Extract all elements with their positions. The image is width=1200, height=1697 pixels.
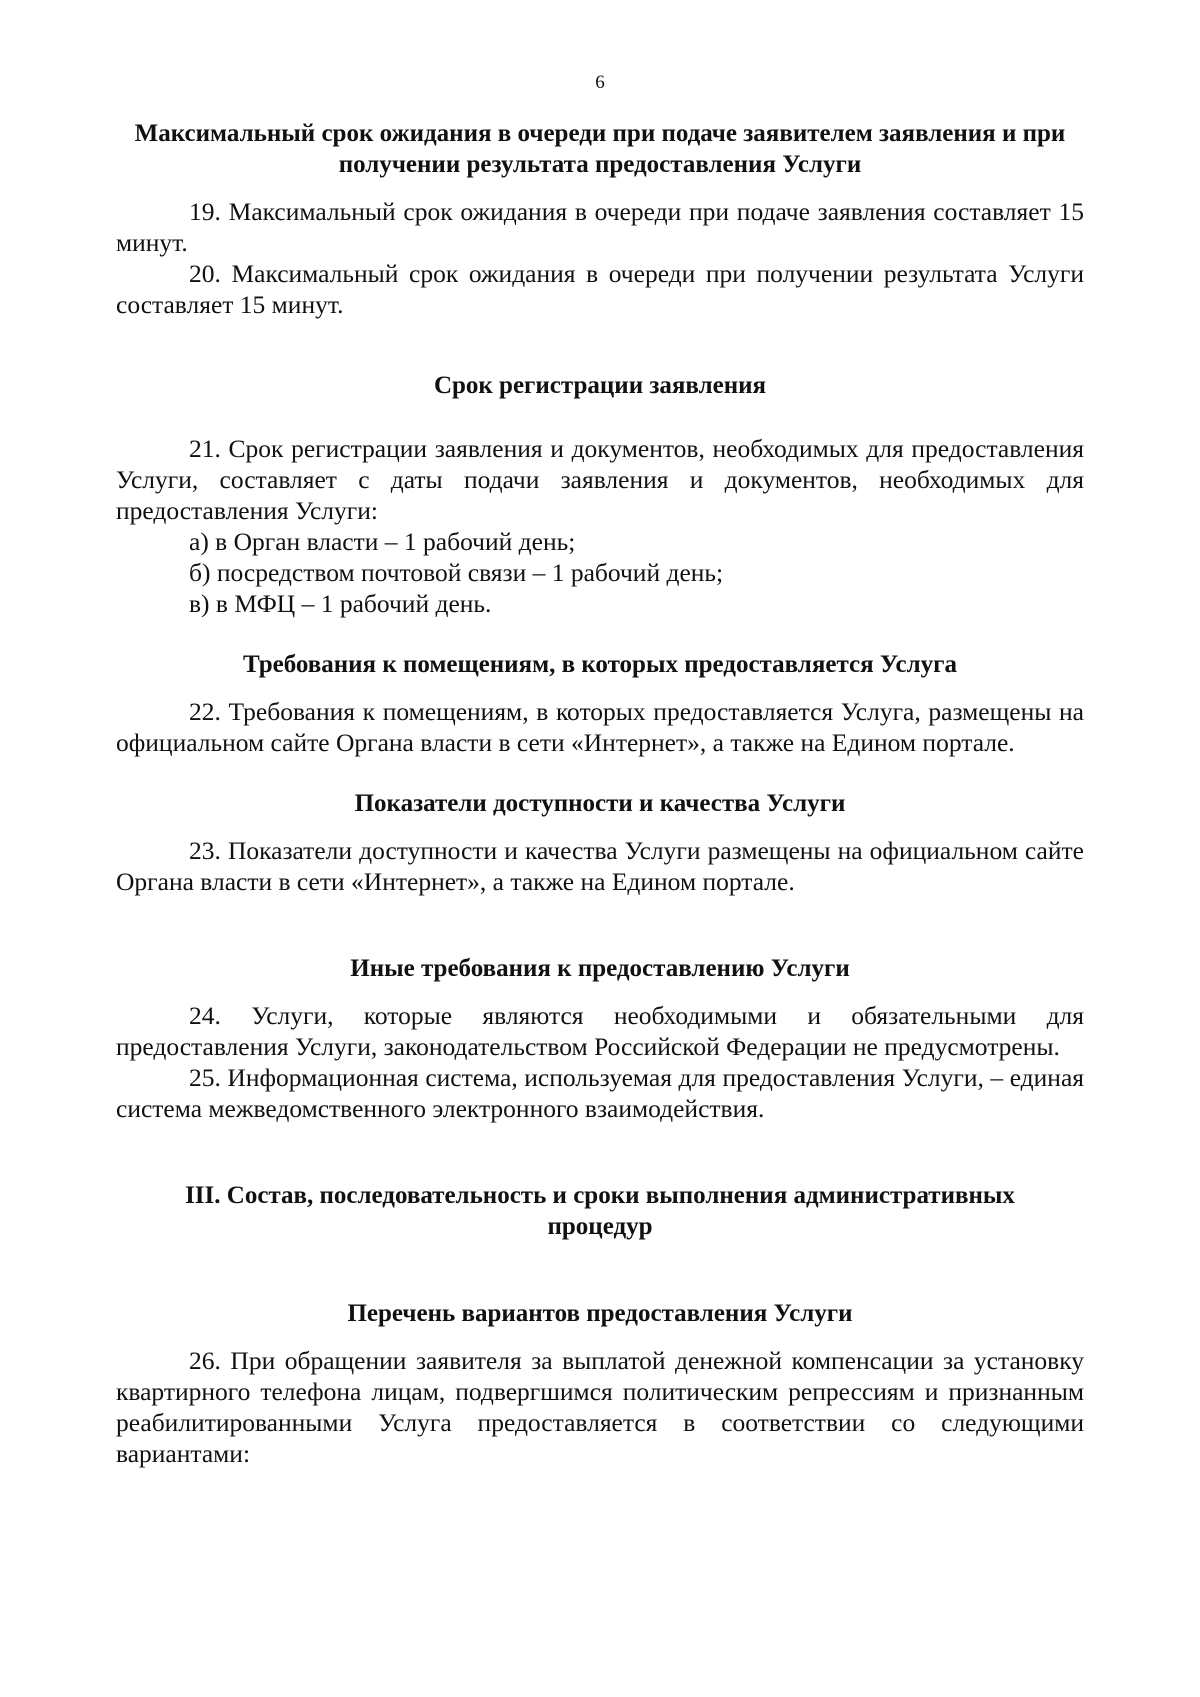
paragraph-22: 22. Требования к помещениям, в которых предоставляется Услуга, размещены на официальном сайте Органа власти в сети «Интернет», а также на Едином портале. — [116, 697, 1084, 757]
list-item-b: б) посредством почтовой связи – 1 рабочий день; — [189, 558, 724, 587]
section-heading: Показатели доступности и качества Услуги — [354, 790, 846, 817]
section-other-requirements — [116, 953, 1084, 1124]
document-body — [116, 118, 1084, 1469]
paragraph-20: 20. Максимальный срок ожидания в очереди при получении результата Услуги составляет 15 минут. — [116, 259, 1084, 319]
paragraph-21: 21. Срок регистрации заявления и документов, необходимых для предоставления Услуги, составляет с даты подачи заявления и документов, необходимых для предоставления Услуги: — [116, 434, 1084, 525]
section-heading: Максимальный срок ожидания в очереди при подаче заявителем заявления и при получении результата предоставления Услуги — [134, 120, 1066, 178]
chapter-heading-iii — [116, 1180, 1084, 1242]
paragraph-25: 25. Информационная система, используемая для предоставления Услуги, – единая система межведомственного электронного взаимодействия. — [116, 1063, 1084, 1123]
section-accessibility-indicators — [116, 788, 1084, 897]
section-heading: Перечень вариантов предоставления Услуги — [347, 1300, 853, 1327]
paragraph-19: 19. Максимальный срок ожидания в очереди при подаче заявления составляет 15 минут. — [116, 197, 1084, 257]
page-number: 6 — [595, 72, 605, 93]
list-item-a: а) в Орган власти – 1 рабочий день; — [189, 527, 576, 556]
section-queue-time — [116, 118, 1084, 320]
section-heading: Срок регистрации заявления — [433, 372, 767, 399]
paragraph-24: 24. Услуги, которые являются необходимыми и обязательными для предоставления Услуги, законодательством Российской Федерации не предусмотрены. — [116, 1001, 1084, 1061]
paragraph-26: 26. При обращении заявителя за выплатой денежной компенсации за установку квартирного телефона лицам, подвергшимся политическим репрессиям и признанным реабилитированными Услуга предоставляется в соответствии со следующими вариантами: — [116, 1346, 1084, 1468]
section-heading: Иные требования к предоставлению Услуги — [350, 955, 850, 982]
chapter-title: III. Состав, последовательность и сроки выполнения административных процедур — [185, 1182, 1015, 1240]
paragraph-23: 23. Показатели доступности и качества Услуги размещены на официальном сайте Органа власти в сети «Интернет», а также на Едином портале. — [116, 836, 1084, 896]
section-premises-requirements — [116, 649, 1084, 758]
list-item-c: в) в МФЦ – 1 рабочий день. — [189, 589, 492, 618]
section-variants-list — [116, 1298, 1084, 1469]
section-heading: Требования к помещениям, в которых предоставляется Услуга — [242, 651, 958, 678]
section-registration-time — [116, 370, 1084, 619]
